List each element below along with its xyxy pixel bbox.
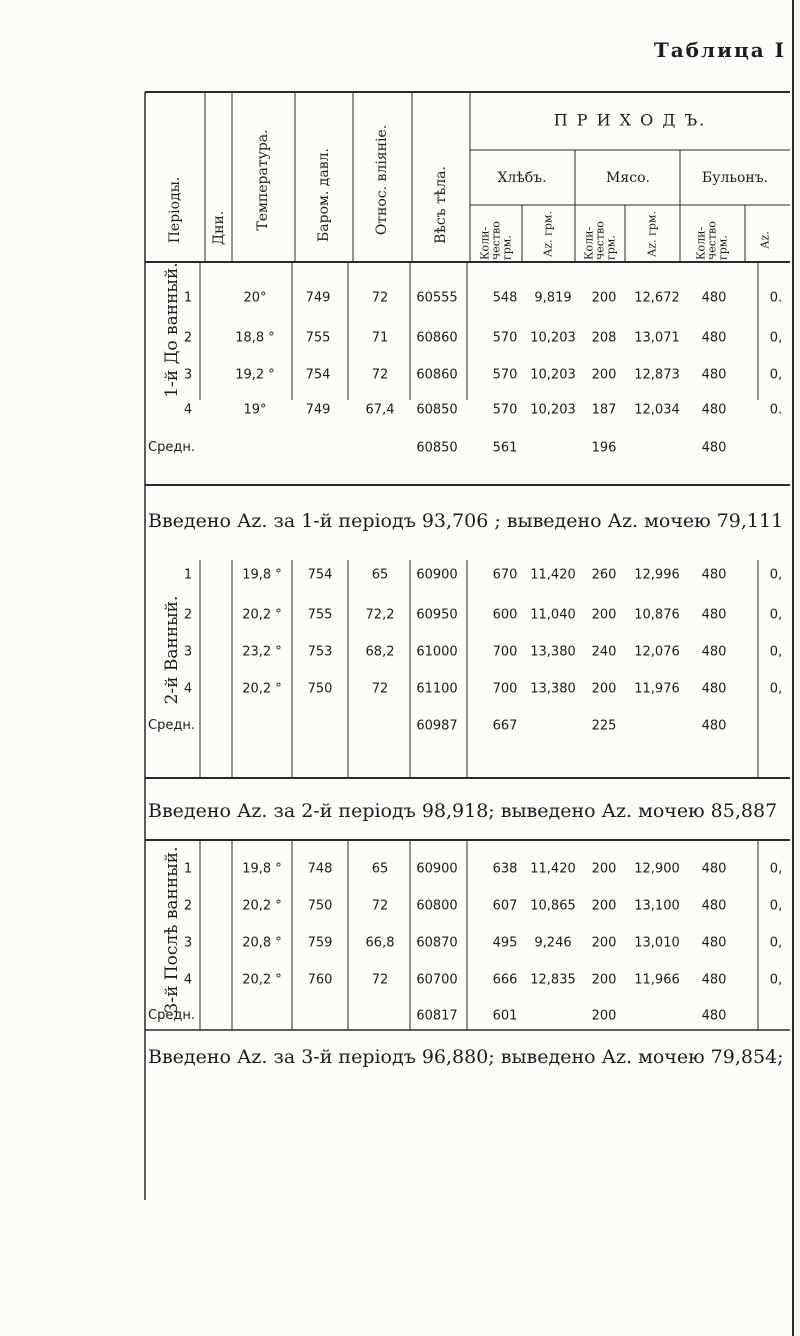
page-title: Таблица I <box>653 38 786 62</box>
avg-bread-qty-cell: 561 <box>492 440 518 456</box>
weight-cell: 60900 <box>416 567 458 583</box>
pressure-cell: 748 <box>307 861 333 877</box>
pressure-cell: 754 <box>307 567 333 583</box>
header-income: П Р И Х О Д Ъ. <box>553 110 707 130</box>
temp-cell: 20,2 ° <box>242 972 282 988</box>
avg-bread-qty-cell: 667 <box>492 718 518 734</box>
bread-qty-cell: 700 <box>492 644 518 660</box>
temp-cell: 19,8 ° <box>242 567 282 583</box>
bread-qty-cell: 666 <box>492 972 518 988</box>
bread-az-cell: 9,246 <box>534 935 572 951</box>
meat-az-cell: 11,966 <box>634 972 680 988</box>
temp-cell: 23,2 ° <box>242 644 282 660</box>
temp-cell: 20,8 ° <box>242 935 282 951</box>
weight-cell: 61000 <box>416 644 458 660</box>
bread-qty-cell: 600 <box>492 607 518 623</box>
day-cell: 2 <box>183 898 193 914</box>
pressure-cell: 754 <box>305 367 331 383</box>
bread-az-cell: 9,819 <box>534 290 572 306</box>
meat-az-cell: 12,900 <box>634 861 680 877</box>
avg-weight-cell: 60817 <box>416 1008 458 1024</box>
day-cell: 4 <box>183 402 193 418</box>
meat-az-cell: 10,876 <box>634 607 680 623</box>
broth-az-cell: 0, <box>769 607 783 623</box>
broth-az-cell: 0, <box>769 367 783 383</box>
bread-qty-cell: 570 <box>492 367 518 383</box>
bread-az-cell: 13,380 <box>530 644 576 660</box>
broth-qty-cell: 480 <box>701 972 727 988</box>
bread-qty-cell: 570 <box>492 330 518 346</box>
period-1-summary: Введено Аz. за 1-й періодъ 93,706 ; выведено Аz. мочею 79,111 <box>148 510 784 532</box>
bread-az-cell: 10,203 <box>530 330 576 346</box>
pressure-cell: 755 <box>307 607 333 623</box>
bread-az-cell: 11,040 <box>530 607 576 623</box>
bread-qty-cell: 548 <box>492 290 518 306</box>
meat-qty-cell: 200 <box>591 367 617 383</box>
avg-broth-qty-cell: 480 <box>701 718 727 734</box>
meat-qty-cell: 200 <box>591 681 617 697</box>
period-3-summary: Введено Аz. за 3-й періодъ 96,880; выведено Аz. мочею 79,854; <box>148 1046 784 1068</box>
avg-weight-cell: 60850 <box>416 440 458 456</box>
bread-az-cell: 10,865 <box>530 898 576 914</box>
header-pressure: Баром. давл. <box>316 147 332 243</box>
header-meat: Мясо. <box>606 170 650 186</box>
broth-qty-cell: 480 <box>701 935 727 951</box>
broth-az-cell: 0, <box>769 644 783 660</box>
weight-cell: 60800 <box>416 898 458 914</box>
weight-cell: 61100 <box>416 681 458 697</box>
day-cell: 2 <box>183 330 193 346</box>
broth-az-cell: 0, <box>769 972 783 988</box>
avg-broth-qty-cell: 480 <box>701 440 727 456</box>
weight-cell: 60870 <box>416 935 458 951</box>
humidity-cell: 66,8 <box>365 935 395 951</box>
header-bread-qty: Коли-чество грм. <box>478 221 514 260</box>
broth-az-cell: 0. <box>769 402 783 418</box>
period-1-label: 1-й До ванный. <box>162 262 182 398</box>
broth-az-cell: 0, <box>769 567 783 583</box>
bread-qty-cell: 700 <box>492 681 518 697</box>
avg-meat-qty-cell: 225 <box>591 718 617 734</box>
header-days: Дни. <box>211 210 227 246</box>
temp-cell: 20° <box>243 290 267 306</box>
broth-qty-cell: 480 <box>701 330 727 346</box>
temp-cell: 19,2 ° <box>235 367 275 383</box>
broth-az-cell: 0, <box>769 898 783 914</box>
weight-cell: 60850 <box>416 402 458 418</box>
bread-az-cell: 13,380 <box>530 681 576 697</box>
meat-qty-cell: 200 <box>591 898 617 914</box>
day-cell: 1 <box>183 861 193 877</box>
average-label: Средн. <box>148 718 195 733</box>
meat-az-cell: 12,672 <box>634 290 680 306</box>
header-bread: Хлѣбъ. <box>497 170 547 186</box>
day-cell: 3 <box>183 644 193 660</box>
meat-qty-cell: 200 <box>591 290 617 306</box>
period-2-label: 2-й Ванный. <box>162 595 182 705</box>
pressure-cell: 749 <box>305 290 331 306</box>
pressure-cell: 750 <box>307 898 333 914</box>
bread-az-cell: 11,420 <box>530 567 576 583</box>
header-temperature: Температура. <box>255 129 271 231</box>
broth-qty-cell: 480 <box>701 290 727 306</box>
temp-cell: 20,2 ° <box>242 681 282 697</box>
period-3-label: 3-й Послѣ ванный. <box>162 846 182 1014</box>
weight-cell: 60860 <box>416 330 458 346</box>
bread-az-cell: 10,203 <box>530 367 576 383</box>
day-cell: 1 <box>183 290 193 306</box>
bread-az-cell: 10,203 <box>530 402 576 418</box>
temp-cell: 18,8 ° <box>235 330 275 346</box>
pressure-cell: 759 <box>307 935 333 951</box>
broth-qty-cell: 480 <box>701 607 727 623</box>
average-label: Средн. <box>148 1008 195 1023</box>
meat-qty-cell: 200 <box>591 607 617 623</box>
meat-az-cell: 13,010 <box>634 935 680 951</box>
humidity-cell: 72,2 <box>365 607 395 623</box>
humidity-cell: 72 <box>371 898 389 914</box>
humidity-cell: 65 <box>371 861 389 877</box>
bread-qty-cell: 670 <box>492 567 518 583</box>
period-2-summary: Введено Аz. за 2-й періодъ 98,918; выведено Аz. мочею 85,887 <box>148 800 778 822</box>
humidity-cell: 72 <box>371 681 389 697</box>
meat-qty-cell: 200 <box>591 861 617 877</box>
humidity-cell: 72 <box>371 972 389 988</box>
broth-qty-cell: 480 <box>701 644 727 660</box>
broth-az-cell: 0, <box>769 861 783 877</box>
bread-qty-cell: 570 <box>492 402 518 418</box>
pressure-cell: 750 <box>307 681 333 697</box>
bread-az-cell: 12,835 <box>530 972 576 988</box>
pressure-cell: 755 <box>305 330 331 346</box>
average-label: Средн. <box>148 440 195 455</box>
day-cell: 3 <box>183 367 193 383</box>
humidity-cell: 72 <box>371 290 389 306</box>
temp-cell: 19,8 ° <box>242 861 282 877</box>
meat-qty-cell: 187 <box>591 402 617 418</box>
humidity-cell: 67,4 <box>365 402 395 418</box>
header-meat-qty: Коли-чество грм. <box>582 221 618 260</box>
broth-qty-cell: 480 <box>701 402 727 418</box>
meat-qty-cell: 240 <box>591 644 617 660</box>
day-cell: 2 <box>183 607 193 623</box>
avg-meat-qty-cell: 196 <box>591 440 617 456</box>
broth-az-cell: 0, <box>769 681 783 697</box>
header-humidity: Относ. вліяніе. <box>374 124 390 236</box>
broth-qty-cell: 480 <box>701 861 727 877</box>
meat-az-cell: 12,873 <box>634 367 680 383</box>
header-meat-az: Аz. грм. <box>645 211 659 257</box>
header-broth-qty: Коли-чество грм. <box>694 221 730 260</box>
broth-qty-cell: 480 <box>701 898 727 914</box>
pressure-cell: 753 <box>307 644 333 660</box>
pressure-cell: 749 <box>305 402 331 418</box>
day-cell: 1 <box>183 567 193 583</box>
avg-meat-qty-cell: 200 <box>591 1008 617 1024</box>
pressure-cell: 760 <box>307 972 333 988</box>
avg-broth-qty-cell: 480 <box>701 1008 727 1024</box>
weight-cell: 60950 <box>416 607 458 623</box>
weight-cell: 60555 <box>416 290 458 306</box>
broth-az-cell: 0, <box>769 935 783 951</box>
header-periods: Періоды. <box>167 176 183 244</box>
meat-az-cell: 12,034 <box>634 402 680 418</box>
bread-qty-cell: 495 <box>492 935 518 951</box>
humidity-cell: 65 <box>371 567 389 583</box>
weight-cell: 60860 <box>416 367 458 383</box>
header-bread-az: Аz. грм. <box>541 211 555 257</box>
weight-cell: 60700 <box>416 972 458 988</box>
header-broth: Бульонъ. <box>701 170 769 186</box>
day-cell: 4 <box>183 972 193 988</box>
humidity-cell: 68,2 <box>365 644 395 660</box>
temp-cell: 20,2 ° <box>242 898 282 914</box>
temp-cell: 19° <box>243 402 267 418</box>
meat-az-cell: 12,076 <box>634 644 680 660</box>
meat-az-cell: 11,976 <box>634 681 680 697</box>
meat-qty-cell: 208 <box>591 330 617 346</box>
meat-az-cell: 12,996 <box>634 567 680 583</box>
header-broth-az: Аz. <box>758 231 772 249</box>
day-cell: 3 <box>183 935 193 951</box>
meat-az-cell: 13,100 <box>634 898 680 914</box>
meat-az-cell: 13,071 <box>634 330 680 346</box>
bread-qty-cell: 607 <box>492 898 518 914</box>
broth-qty-cell: 480 <box>701 681 727 697</box>
meat-qty-cell: 260 <box>591 567 617 583</box>
bread-qty-cell: 638 <box>492 861 518 877</box>
humidity-cell: 71 <box>371 330 389 346</box>
meat-qty-cell: 200 <box>591 972 617 988</box>
humidity-cell: 72 <box>371 367 389 383</box>
bread-az-cell: 11,420 <box>530 861 576 877</box>
broth-qty-cell: 480 <box>701 567 727 583</box>
avg-bread-qty-cell: 601 <box>492 1008 518 1024</box>
meat-qty-cell: 200 <box>591 935 617 951</box>
weight-cell: 60900 <box>416 861 458 877</box>
broth-qty-cell: 480 <box>701 367 727 383</box>
broth-az-cell: 0. <box>769 290 783 306</box>
day-cell: 4 <box>183 681 193 697</box>
avg-weight-cell: 60987 <box>416 718 458 734</box>
header-weight: Вѣсъ тѣла. <box>433 166 449 244</box>
temp-cell: 20,2 ° <box>242 607 282 623</box>
broth-az-cell: 0, <box>769 330 783 346</box>
